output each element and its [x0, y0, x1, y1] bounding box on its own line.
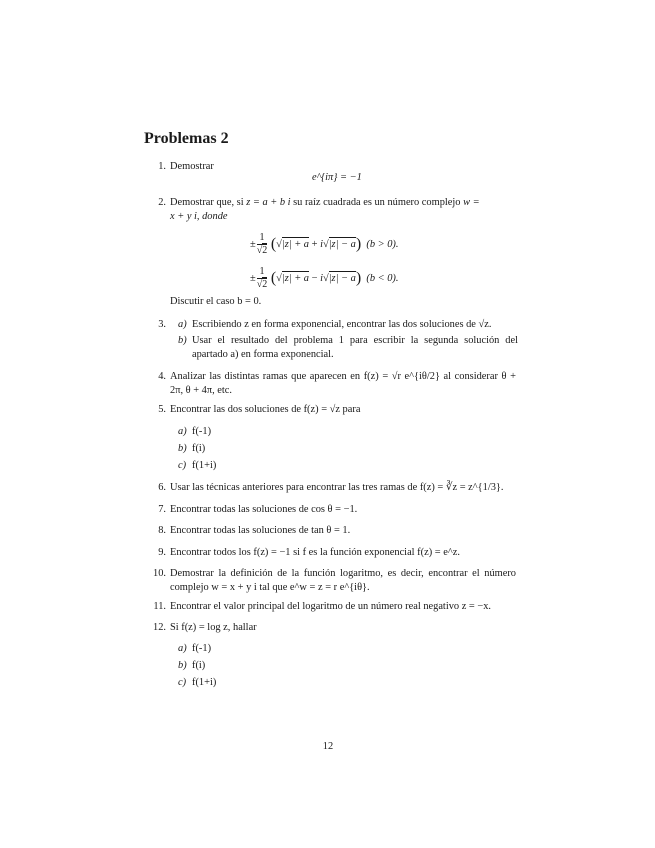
problem-number: 9.	[158, 547, 166, 558]
problem-text: Encontrar todos los f(z) = −1 si f es la función exponencial f(z) = e^z.	[170, 547, 460, 558]
subitem-5a	[178, 425, 378, 439]
problem-11	[146, 600, 518, 614]
problem-number: 8.	[158, 525, 166, 536]
subitem-text: f(1+i)	[192, 677, 217, 688]
subitem-text: f(i)	[192, 443, 206, 454]
subitem-5c	[178, 459, 378, 473]
subitem-5b	[178, 442, 378, 456]
problem-number: 1.	[158, 161, 166, 172]
problem-4	[146, 370, 518, 398]
problem-5	[146, 403, 518, 417]
subitem-label: c)	[178, 460, 187, 471]
equation-text: e^{iπ} = −1	[312, 172, 362, 183]
discussion-text: Discutir el caso b = 0.	[170, 296, 262, 307]
subitem-text: f(i)	[192, 660, 206, 671]
subitem-3a	[178, 318, 518, 332]
subitem-text: f(-1)	[192, 426, 212, 437]
problem-2-discussion	[146, 295, 518, 309]
problem-10	[146, 567, 518, 595]
problem-text	[170, 196, 516, 224]
equation-root-b-negative: ± $\frac{1}{√2}$ (√|z| + a − i√|z| − a) (b < 0).	[250, 266, 399, 290]
problem-text: Encontrar el valor principal del logaritmo de un número real negativo z = −x.	[170, 601, 492, 612]
problem-text: Encontrar las dos soluciones de f(z) = √z para	[170, 404, 361, 415]
condition-text: (b < 0).	[366, 272, 399, 284]
equation-euler	[312, 172, 362, 183]
page-number: 12	[322, 741, 334, 752]
text-segment: su raíz cuadrada es un número complejo	[290, 197, 464, 208]
subitem-text: Usar el resultado del problema 1 para escribir la segunda solución del apartado a) en forma exponencial.	[192, 335, 518, 360]
problem-text: Usar las técnicas anteriores para encontrar las tres ramas de f(z) = ∛z = z^{1/3}.	[170, 482, 504, 493]
subitem-label: b)	[178, 335, 187, 346]
problem-number: 11.	[153, 601, 166, 612]
problem-7	[146, 503, 518, 517]
problem-8	[146, 524, 518, 538]
problem-text: Encontrar todas las soluciones de tan θ = 1.	[170, 525, 351, 536]
problem-number: 4.	[158, 371, 166, 382]
equation-root-b-positive: ± $\frac{1}{√2}$ (√|z| + a + i√|z| − a) (b > 0).	[250, 232, 399, 256]
problem-2	[146, 196, 518, 228]
subitem-12b	[178, 659, 378, 673]
problem-12	[146, 621, 518, 635]
subitem-label: c)	[178, 677, 187, 688]
subitem-12a	[178, 642, 378, 656]
subitem-text: f(-1)	[192, 643, 212, 654]
subitem-text: f(1+i)	[192, 460, 217, 471]
problem-6	[146, 481, 518, 495]
subitem-text: Escribiendo z en forma exponencial, encontrar las dos soluciones de √z.	[192, 319, 492, 330]
subitem-label: b)	[178, 660, 187, 671]
problem-text: Si f(z) = log z, hallar	[170, 622, 257, 633]
subitem-label: b)	[178, 443, 187, 454]
problem-number: 10.	[153, 568, 166, 579]
subitem-label: a)	[178, 643, 187, 654]
fraction-1-over-sqrt2: $\frac{1}{√2}$	[256, 232, 268, 256]
subitem-label: a)	[178, 319, 187, 330]
problem-number: 12.	[153, 622, 166, 633]
problem-number: 5.	[158, 404, 166, 415]
subitem-3b	[178, 334, 518, 362]
problem-number: 6.	[158, 482, 166, 493]
problem-text: Analizar las distintas ramas que aparecen en f(z) = √r e^{iθ/2} al considerar θ + 2π, θ + 4π, etc.	[170, 371, 516, 396]
problem-text: Encontrar todas las soluciones de cos θ = −1.	[170, 504, 358, 515]
condition-text: (b > 0).	[366, 238, 399, 250]
subitem-12c	[178, 676, 378, 690]
problem-number: 2.	[158, 197, 166, 208]
problem-number: 7.	[158, 504, 166, 515]
subitem-label: a)	[178, 426, 187, 437]
fraction-1-over-sqrt2: $\frac{1}{√2}$	[256, 266, 268, 290]
text-segment: Demostrar que, si	[170, 197, 247, 208]
math-z: z = a + b i	[246, 197, 291, 208]
problem-text: Demostrar la definición de la función logaritmo, es decir, encontrar el número complejo w = x + y i tal que e^w = z = r e^{iθ}.	[170, 568, 516, 593]
problem-9	[146, 546, 518, 560]
page-title: Problemas 2	[144, 130, 229, 147]
problem-text: Demostrar	[170, 161, 214, 172]
math-w: w =	[463, 197, 480, 208]
problem-number: 3.	[158, 319, 166, 330]
text-segment: x + y i, donde	[170, 211, 228, 222]
